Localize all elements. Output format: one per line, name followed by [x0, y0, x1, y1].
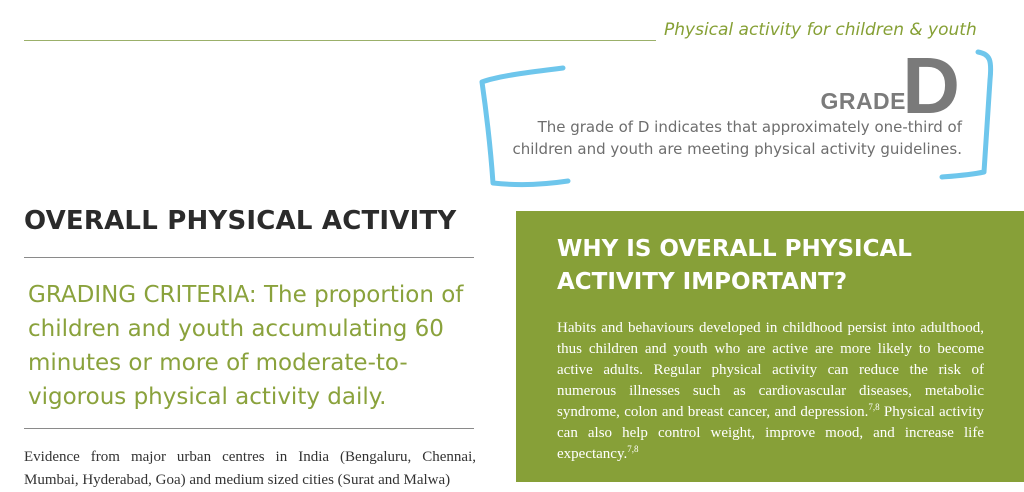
evidence-text: Evidence from major urban centres in India (Bengaluru, Chennai, Mumbai, Hyderabad, Goa) and medium sized cities (Surat and Malwa)	[24, 449, 476, 488]
header-title: Physical activity for children & youth	[664, 20, 977, 40]
why-important-body	[557, 318, 984, 465]
why-important-title: WHY IS OVERALL PHYSICAL ACTIVITY IMPORTANT?	[557, 236, 912, 295]
header-rule	[24, 40, 656, 41]
grade-letter: D	[902, 41, 960, 130]
grade-description: The grade of D indicates that approximately one-third of children and youth are meeting physical activity guidelines.	[512, 118, 962, 158]
why-important-box	[516, 211, 1024, 482]
reference-superscript: 7,8	[627, 444, 639, 454]
grade-label: GRADE	[820, 88, 906, 114]
section-title: OVERALL PHYSICAL ACTIVITY	[24, 206, 457, 236]
section-rule-top	[24, 257, 474, 258]
grading-criteria: GRADING CRITERIA: The proportion of children and youth accumulating 60 minutes or more of moderate-to-vigorous physical activity daily.	[28, 282, 464, 410]
reference-superscript: 7,8	[868, 402, 880, 412]
section-rule-bottom	[24, 428, 474, 429]
why-body-part1: Habits and behaviours developed in childhood persist into adulthood, thus children and youth who are active are more likely to become active adults. Regular physical activity can reduce the risk of numerous illnesses such as cardiovascular diseases, metabolic syndrome, colon and breast cancer, and depression.	[557, 320, 984, 420]
why-body-part2: Physical activity can also help control weight, improve mood, and increase life expectancy.	[557, 404, 984, 462]
